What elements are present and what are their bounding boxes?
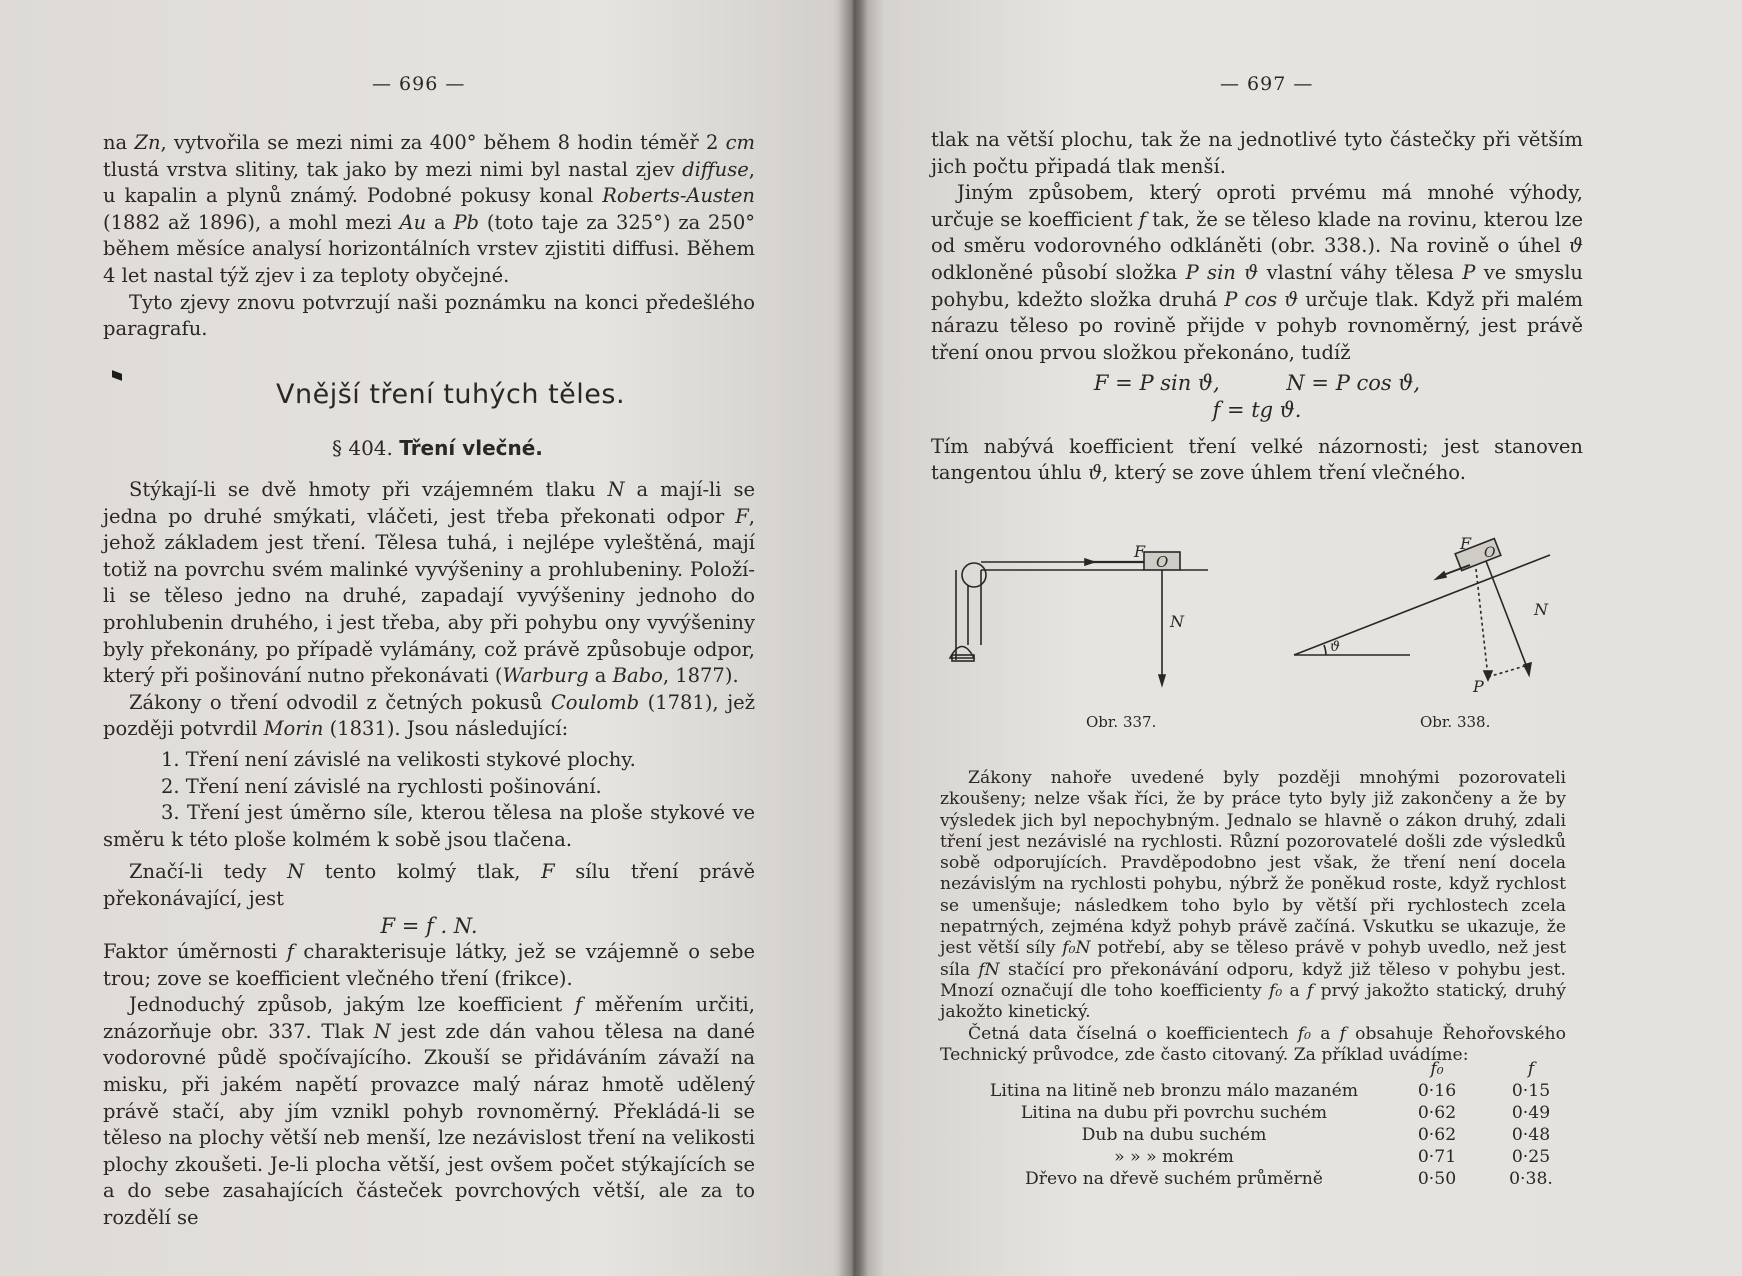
text-run: Babo [612,664,663,688]
fig337-arrow-n-head [1159,675,1165,685]
left-page [0,0,858,1276]
fig337-pulley [962,563,986,587]
text-run: , vytvořila se mezi nimi za 400° během 8 hodin téměř 2 [160,131,726,154]
text-run: P cos ϑ [1224,287,1299,311]
table-cell: 0·49 [1511,1103,1551,1123]
right-para-2 [931,180,1583,366]
text-run: f [286,940,294,964]
text-run: Zákony nahoře uvedené byly později mnohými pozorovateli zkoušeny; nelze však říci, že by práce tyto byly již zakončeny a že by výsledek jich byl nepochybným. Jednalo se hlavně o zákon druhý, zdali tření jest nezávislé na rychlosti. Různí pozorovatelé došli zde výsledků sobě odporujících. Pravděpodobno jest však, že tření není docela nezávislým na rychlosti pohybu, nýbrž že poněkud roste, když rychlost se umenšuje; následkem toho bylo by větší při rychlostech zcela nepatrných, zejména když pohyb právě začíná. Vskutku se ukazuje, že jest větší síly [940,768,1566,959]
text-run: Faktor úměrnosti [103,940,287,964]
text-run: a [1311,1023,1340,1044]
text-run: cm [725,131,755,154]
fig337-pan [950,647,974,659]
fig338-dash-link [1488,665,1528,677]
section-title [332,436,543,460]
section-heading: Vnější tření tuhých těles. [276,379,626,410]
text-run: Pb [453,210,480,234]
friction-table [958,1058,1578,1190]
fig338-angle-arc [1324,645,1326,655]
text-run: ϑ [1569,234,1583,258]
table-row [958,1102,1578,1124]
text-run: ϑ [1088,461,1103,485]
table-cell: Litina na litině neb bronzu málo mazaném [989,1081,1359,1101]
text-run: fN [978,959,1000,980]
right-small-text [940,768,1566,1066]
fig338-label-p: P [1473,677,1484,696]
left-para-4 [103,690,755,743]
table-cell: 0·71 [1417,1147,1457,1167]
law-item-3: 3. Tření jest úměrno síle, kterou tělesa na ploše stykové ve směru k této ploše kolmém k sobě jsou tlačena. [103,801,755,851]
table-cell: 0·62 [1417,1103,1457,1123]
text-run: Stýkají-li se dvě hmoty při vzájemném tlaku [129,478,608,501]
small-para-1 [940,768,1566,1024]
text-run: Warburg [502,664,589,688]
page-number-left: — 696 — [372,73,466,95]
fig338-label-o: O [1484,545,1496,561]
text-run: f₀ [1268,980,1283,1001]
table-cell: 0·62 [1417,1125,1457,1145]
fig337-arrow-f [1085,559,1094,565]
text-run: (toto taje za 325°) za 250° během měsíce analysí horizontálních vrstev zjistiti diffusi. Během 4 let nastal týž zjev i za teploty obyčejné. [103,210,755,287]
caption-337: Obr. 337. [1086,713,1157,731]
table-cell: » » » mokrém [1114,1147,1234,1167]
text-run: , který se zove úhlem tření vlečného. [1102,461,1466,485]
fig338-arrow-p-head [1484,671,1492,680]
left-text-top [103,130,755,343]
text-run: Četná data číselná o koefficientech [968,1023,1298,1044]
fig338-arrow-p [1476,569,1488,677]
fig338-arrow-n-head [1524,663,1531,675]
table-header-cell: f [1527,1059,1535,1079]
formula-tangent: f = tg ϑ. [1212,397,1302,422]
fig338-label-f: F [1460,535,1472,553]
text-run: Značí-li tedy [129,860,288,884]
text-run: vlastní váhy tělesa [1258,260,1463,284]
text-run: tak, že se těleso klade na rovinu, kterou lze od směru vodorovného odkláněti (obr. 338.). Na rovině o úhel [931,207,1583,258]
text-run: f [1138,207,1146,231]
text-run: F [541,860,555,884]
text-run: (1882 až 1896), a mohl mezi [103,210,400,234]
text-run: Jednoduchý způsob, jakým lze koefficient [129,993,575,1017]
fig337-label-o: O [1156,553,1169,571]
table-cell: 0·25 [1511,1147,1551,1167]
text-run: P sin ϑ [1185,260,1259,284]
text-run: a [1282,980,1307,1001]
right-para-3 [931,434,1583,487]
figure-337 [948,535,1278,705]
table-header-cell [958,1058,1390,1080]
left-para-6 [103,939,755,992]
formula-components: F = P sin ϑ, N = P cos ϑ, [1093,371,1421,396]
text-run: (1831). Jsou následující: [323,717,569,741]
text-run: určuje tlak. Když při malém nárazu těleso po rovině přijde v pohyb rovnoměrný, jest právě tření onou prvou složkou překonáno, tudíž [931,287,1583,364]
fig338-arrow-n [1486,561,1528,670]
text-run: P [1462,260,1476,284]
text-run: f [1339,1023,1346,1044]
text-run: , 1877). [662,664,739,688]
book-gutter [838,0,868,1276]
fig338-label-theta: ϑ [1330,639,1341,655]
text-run: charakterisuje látky, jež se vzájemně o sebe trou; zove se koefficient vlečného tření (frikce). [103,940,755,990]
right-text-top [931,127,1583,487]
text-run: potřebí, aby se těleso právě v pohyb uvedlo, než jest síla [940,938,1566,980]
text-run: Roberts-Austen [602,184,755,208]
table-row [958,1080,1578,1102]
fig337-label-f: F [1134,542,1146,561]
section-name: Tření vlečné. [399,436,543,460]
table-row [958,1168,1578,1190]
text-run: f₀ [1297,1023,1312,1044]
text-run: prvý jakožto statický, druhý jakožto kinetický. [940,980,1566,1023]
figure-338 [1290,535,1570,705]
text-run: Coulomb [550,690,640,714]
table-cell: Dub na dubu suchém [1081,1125,1267,1145]
text-run: Morin [263,717,324,741]
right-page [858,0,1742,1276]
section-number: § 404. [332,436,393,460]
text-run: f [574,993,583,1017]
fig337-label-n: N [1170,612,1184,631]
text-run: Tím nabývá koefficient tření velké názornosti; jest stanoven tangentou úhlu [931,434,1583,485]
text-run: Au [399,210,427,234]
text-run: jest zde dán vahou tělesa na dané vodorovné půdě spočívajícího. Zkouší se přidáváním závaží na misku, při jakém napětí provazce malý náraz hmotě udělený právě stačí, aby jím vznikl pohyb rovnoměrný. Překládá-li se těleso na plochy větší neb menší, lze nezávislost tření na velikosti plochy zkoušeti. Je-li plocha větší, jest ovšem počet stýkajících se a do sebe zasahajících částeček povrchových větší, ale za to rozdělí se [103,1019,755,1230]
table-header-row [958,1058,1578,1080]
text-run: ve smyslu pohybu, kdežto složka druhá [931,260,1583,311]
table-cell: 0·38. [1509,1169,1553,1189]
text-run: (1781), jež později potvrdil [103,690,755,741]
text-run: tlustá vrstva slitiny, tak jako by mezi nimi byl nastal zjev [103,157,683,181]
text-run: stačící pro překonávání odporu, když již těleso v pohybu jest. Mnozí označují dle toho koefficienty [940,959,1566,1001]
text-run: Jiným způsobem, který oproti prvému má mnohé výhody, určuje se koefficient [931,181,1583,231]
text-run: N [287,860,305,884]
ink-mark [112,370,122,381]
table-cell: 0·50 [1417,1169,1457,1189]
text-run: Zákony o tření odvodil z četných pokusů [129,690,551,714]
text-run: obsahuje Řehořovského Technický průvodce, zde často citovaný. Za příklad uvádíme: [940,1023,1566,1065]
table-cell: 0·16 [1417,1081,1457,1101]
table-cell: Litina na dubu při povrchu suchém [1020,1103,1328,1123]
text-run: a [588,664,613,688]
left-para-7 [103,992,755,1231]
left-para-1 [103,130,755,290]
text-run: f₀N [1062,938,1091,959]
page-number-right: — 697 — [1220,73,1314,95]
left-para-5 [103,859,755,912]
text-run: měřením určiti, znázorňuje obr. 337. Tlak [103,993,755,1043]
laws-list [103,747,755,853]
table-cell: Dřevo na dřevě suchém průměrně [1025,1169,1323,1189]
table-cell: 0·48 [1511,1125,1551,1145]
text-run: diffuse [682,157,749,181]
text-run: tento kolmý tlak, [304,860,542,884]
right-para-1: tlak na větší plochu, tak že na jednotlivé tyto částečky při větším jich počtu připadá tlak menší. [931,128,1583,178]
text-run: , jehož základem jest tření. Tělesa tuhá, i nejlépe vyleštěná, mají totiž na povrchu svém malinké vyvýšeniny a prohlubeniny. Položí-li se těleso jedno na druhé, zapadají vyvýšeniny jednoho do prohlubenin druhého, i jest třeba, aby při pohybu ony vyvýšeniny byly překonány, po případě vylámány, což právě způsobuje odpor, který při pošinování nutno překonávati ( [103,504,755,688]
text-run: sílu tření právě překonávající, jest [103,860,755,910]
left-para-3 [103,477,755,690]
text-run: a [426,210,454,234]
table-row [958,1124,1578,1146]
left-para-2: Tyto zjevy znovu potvrzují naši poznámku na konci předešlého paragrafu. [103,290,755,341]
fig338-arrow-f-head [1436,572,1446,579]
law-item-1: 1. Tření není závislé na velikosti stykové plochy. [161,747,636,771]
table-body [958,1080,1578,1190]
formula-f-fn: F = f . N. [380,913,478,938]
text-run: N [373,1019,391,1043]
caption-338: Obr. 338. [1420,713,1491,731]
text-run: F [735,504,749,528]
law-item-2: 2. Tření není závislé na rychlosti pošinování. [161,774,602,798]
table-header-cell: f₀ [1430,1059,1444,1079]
text-run: N [607,478,625,501]
text-run: f [1306,980,1314,1001]
left-text-main [103,477,755,1232]
text-run: na [103,131,135,154]
text-run: a mají-li se jedna po druhé smýkati, vláčeti, jest třeba překonati odpor [103,478,756,528]
text-run: Zn [134,131,161,154]
text-run: , u kapalin a plynů známý. Podobné pokusy konal [103,157,755,208]
fig338-label-n: N [1534,600,1548,619]
table-row [958,1146,1578,1168]
table-cell: 0·15 [1511,1081,1551,1101]
text-run: odkloněné působí složka [931,260,1186,284]
